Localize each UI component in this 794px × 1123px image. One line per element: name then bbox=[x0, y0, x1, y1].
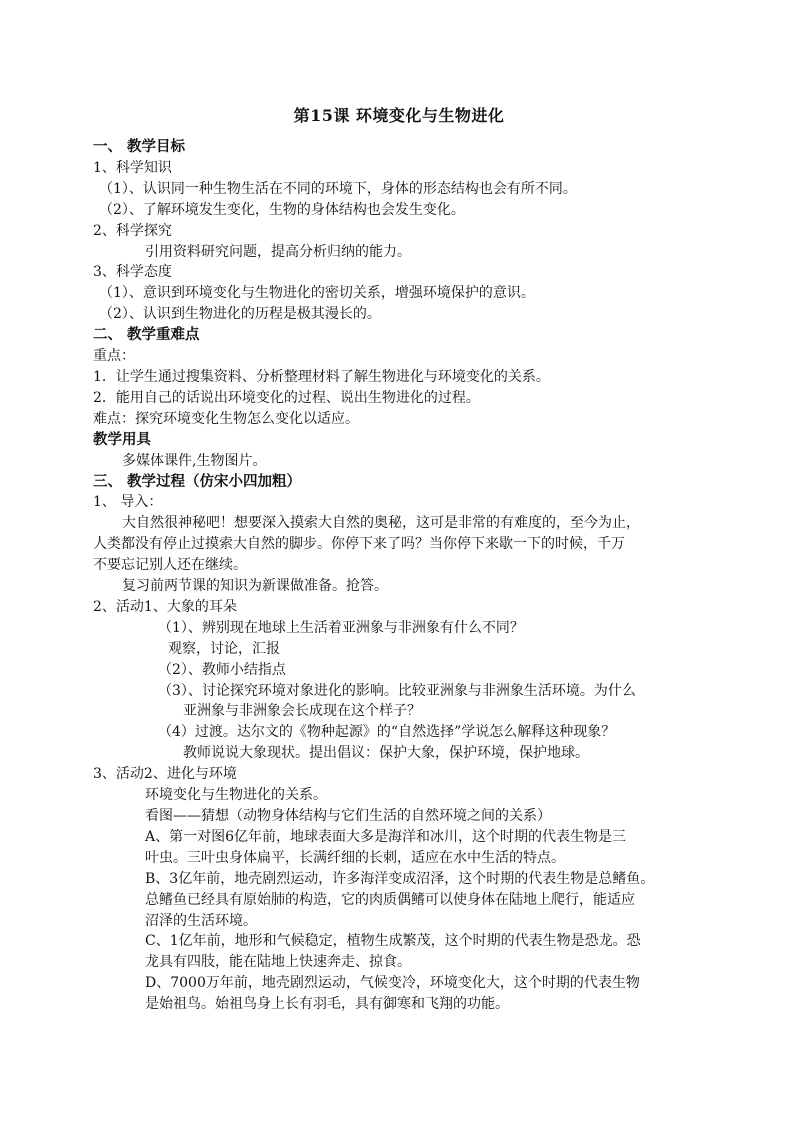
section-heading: 一、 教学目标 bbox=[93, 138, 186, 155]
lesson-content bbox=[93, 104, 705, 1015]
section-heading: 三、 教学过程（仿宋小四加粗） bbox=[93, 472, 302, 490]
text-line: （2）、认识到生物进化的历程是极其漫长的。 bbox=[99, 306, 381, 323]
text-line: 多媒体课件,生物图片。 bbox=[122, 452, 267, 469]
text-line: （1）、辨别现在地球上生活着亚洲象与非洲象有什么不同？ bbox=[158, 619, 524, 636]
text-line: 龙具有四肢，能在陆地上快速奔走、掠食。 bbox=[145, 954, 411, 971]
text-line: 叶虫。三叶虫身体扁平，长满纤细的长刺，适应在水中生活的特点。 bbox=[145, 849, 565, 866]
text-line: 1．让学生通过搜集资料、分析整理材料了解生物进化与环境变化的关系。 bbox=[93, 368, 550, 385]
page-title: 第15课 环境变化与生物进化 bbox=[293, 106, 505, 125]
text-line: 引用资料研究问题，提高分析归纳的能力。 bbox=[145, 243, 411, 260]
text-line: 观察，讨论，汇报 bbox=[168, 640, 280, 657]
text-line: （1）、意识到环境变化与生物进化的密切关系，增强环境保护的意识。 bbox=[99, 285, 535, 302]
text-line: （4）过渡。达尔文的《物种起源》的“自然选择”学说怎么解释这种现象？ bbox=[158, 724, 616, 741]
text-line: 3、科学态度 bbox=[93, 264, 172, 281]
text-line: 2．能用自己的话说出环境变化的过程、说出生物进化的过程。 bbox=[93, 389, 480, 406]
text-line: 3、活动2、进化与环境 bbox=[93, 766, 237, 783]
text-line: D、7000万年前，地壳剧烈运动，气候变冷，环境变化大，这个时期的代表生物 bbox=[145, 975, 640, 992]
text-line: 看图——猜想（动物身体结构与它们生活的自然环境之间的关系） bbox=[145, 808, 551, 824]
text-line: B、3亿年前，地壳剧烈运动，许多海洋变成沼泽，这个时期的代表生物是总鳍鱼。 bbox=[145, 870, 655, 887]
paragraph-lines bbox=[93, 137, 705, 1015]
text-line: 亚洲象与非洲象会长成现在这个样子？ bbox=[183, 703, 421, 720]
text-line: （2）、了解环境发生变化，生物的身体结构也会发生变化。 bbox=[99, 201, 465, 218]
text-line: C、1亿年前，地形和气候稳定，植物生成繁茂，这个时期的代表生物是恐龙。恐 bbox=[145, 933, 641, 950]
text-line: 环境变化与生物进化的关系。 bbox=[145, 787, 327, 804]
text-line: 2、活动1、大象的耳朵 bbox=[93, 598, 237, 615]
text-line: 重点： bbox=[93, 348, 135, 365]
text-line: 2、科学探究 bbox=[93, 222, 172, 239]
text-line: 1、 导入： bbox=[93, 494, 163, 511]
section-heading: 教学用具 bbox=[93, 430, 151, 448]
text-line: A、第一对图6亿年前，地球表面大多是海洋和冰川，这个时期的代表生物是三 bbox=[145, 828, 627, 845]
text-line: 不要忘记别人还在继续。 bbox=[93, 557, 247, 574]
text-line: （3）、讨论探究环境对象进化的影响。比较亚洲象与非洲象生活环境。为什么 bbox=[158, 682, 636, 699]
section-heading: 二、 教学重难点 bbox=[93, 326, 200, 344]
text-line: 总鳍鱼已经具有原始肺的构造，它的肉质偶鳍可以使身体在陆地上爬行，能适应 bbox=[145, 891, 635, 908]
text-line: 沼泽的生活环境。 bbox=[145, 912, 257, 929]
text-line: （2）、教师小结指点 bbox=[158, 661, 286, 678]
text-line: 大自然很神秘吧！想要深入摸索大自然的奥秘，这可是非常的有难度的，至今为止， bbox=[122, 515, 640, 532]
text-line: （1）、认识同一种生物生活在不同的环境下，身体的形态结构也会有所不同。 bbox=[99, 180, 577, 197]
text-line: 复习前两节课的知识为新课做准备。抢答。 bbox=[122, 578, 388, 595]
text-line: 1、科学知识 bbox=[93, 159, 172, 176]
text-line: 难点：探究环境变化生物怎么变化以适应。 bbox=[93, 410, 359, 427]
text-line: 是始祖鸟。始祖鸟身上长有羽毛，具有御寒和飞翔的功能。 bbox=[145, 996, 509, 1013]
text-line: 人类都没有停止过摸索大自然的脚步。你停下来了吗？当你停下来歇一下的时候，千万 bbox=[93, 536, 625, 553]
text-line: 教师说说大象现状。提出倡议：保护大象，保护环境，保护地球。 bbox=[183, 745, 589, 762]
